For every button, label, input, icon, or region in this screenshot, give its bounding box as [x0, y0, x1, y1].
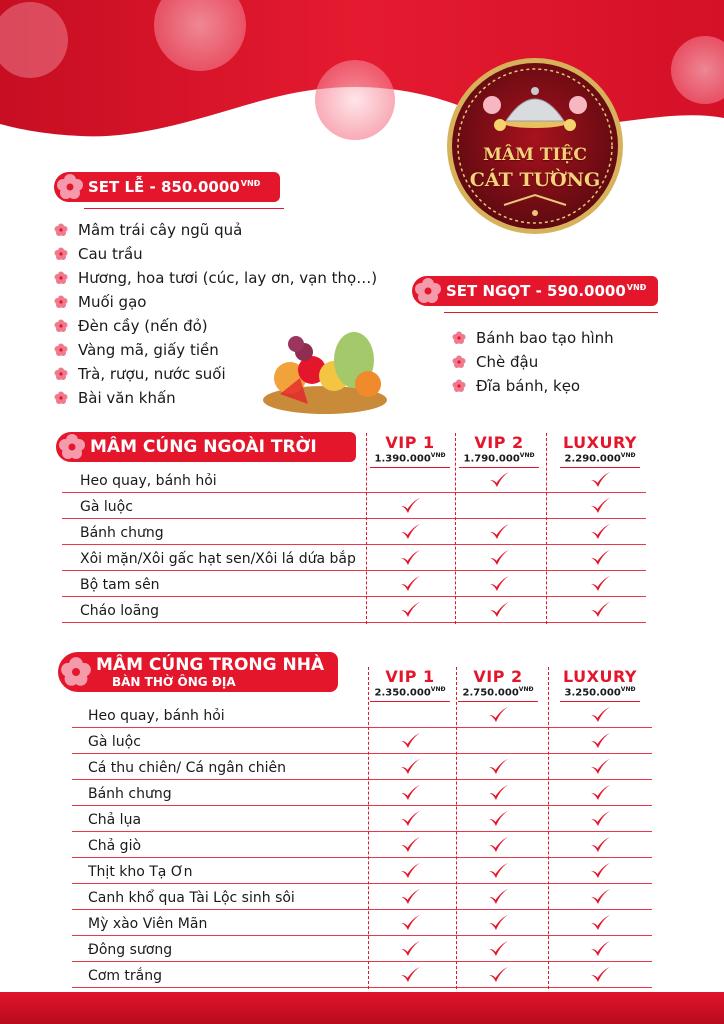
tier-underline — [458, 701, 538, 702]
flower-bullet-icon — [54, 367, 68, 381]
brand-logo — [444, 55, 626, 237]
flower-bullet-icon — [54, 295, 68, 309]
row-divider — [72, 857, 652, 858]
outdoor-title: MÂM CÚNG NGOÀI TRỜI — [90, 437, 317, 457]
table-row — [88, 781, 652, 807]
table-row — [88, 729, 652, 755]
tier-price: $2.750.000^{VNĐ}$ — [462, 686, 534, 699]
checkmark-icon — [487, 940, 509, 958]
checkmark-icon — [399, 601, 421, 619]
list-item — [452, 350, 614, 374]
table-row — [88, 937, 652, 963]
checkmark-icon — [487, 784, 509, 802]
set-le-title: SET LỄ - $850.0000^{VNĐ}$ — [88, 178, 261, 196]
checkmark-icon — [487, 836, 509, 854]
flower-bullet-icon — [54, 247, 68, 261]
checkmark-icon — [487, 888, 509, 906]
table-row — [80, 572, 646, 598]
flower-bullet-icon — [452, 331, 466, 345]
checkmark-icon — [589, 575, 611, 593]
indoor-subtitle: BÀN THỜ ÔNG ĐỊA — [112, 675, 236, 689]
checkmark-icon — [488, 471, 510, 489]
tier-price: $3.250.000^{VNĐ}$ — [564, 686, 636, 699]
tier-header — [555, 433, 645, 464]
table-row — [88, 703, 652, 729]
row-label: Bánh chưng — [88, 786, 172, 802]
set-ngot-divider — [444, 312, 658, 313]
tier-name: VIP 2 — [473, 667, 523, 686]
row-label: Cơm trắng — [88, 968, 163, 984]
checkmark-icon — [399, 523, 421, 541]
tier-name: LUXURY — [563, 433, 637, 452]
checkmark-icon — [399, 758, 421, 776]
tier-header — [365, 433, 455, 464]
tier-price: $1.790.000^{VNĐ}$ — [463, 452, 535, 465]
list-item-label: Hương, hoa tươi (cúc, lay ơn, vạn thọ…) — [78, 269, 378, 287]
row-divider — [72, 727, 652, 728]
row-label: Heo quay, bánh hỏi — [88, 708, 225, 724]
row-label: Thịt kho Tạ Ơn — [88, 864, 193, 880]
checkmark-icon — [488, 523, 510, 541]
checkmark-icon — [399, 888, 421, 906]
tier-header — [555, 667, 645, 698]
row-divider — [72, 935, 652, 936]
list-item-label: Bánh bao tạo hình — [476, 329, 614, 347]
row-divider — [62, 570, 646, 571]
checkmark-icon — [589, 784, 611, 802]
footer-band — [0, 992, 724, 1024]
fruit-basket-illustration — [250, 300, 400, 420]
list-item-label: Đĩa bánh, kẹo — [476, 377, 581, 395]
table-row — [80, 598, 646, 624]
set-le-header — [54, 172, 280, 202]
checkmark-icon — [589, 862, 611, 880]
row-label: Xôi mặn/Xôi gấc hạt sen/Xôi lá dứa bắp — [80, 551, 356, 567]
tier-header — [453, 667, 543, 698]
checkmark-icon — [589, 706, 611, 724]
checkmark-icon — [487, 706, 509, 724]
list-item-label: Chè đậu — [476, 353, 539, 371]
flower-icon — [56, 173, 84, 201]
checkmark-icon — [399, 575, 421, 593]
checkmark-icon — [589, 966, 611, 984]
checkmark-icon — [589, 888, 611, 906]
list-item — [54, 242, 377, 266]
list-item-label: Bài văn khấn — [78, 389, 176, 407]
table-row — [80, 494, 646, 520]
list-item — [452, 326, 614, 350]
flower-icon — [60, 656, 92, 688]
checkmark-icon — [399, 497, 421, 515]
tier-name: VIP 1 — [385, 667, 435, 686]
outdoor-header — [56, 432, 356, 462]
checkmark-icon — [487, 758, 509, 776]
list-item-label: Muối gạo — [78, 293, 147, 311]
checkmark-icon — [589, 523, 611, 541]
list-item-label: Trà, rượu, nước suối — [78, 365, 226, 383]
checkmark-icon — [399, 940, 421, 958]
fruit-basket-image — [250, 300, 400, 420]
flower-bullet-icon — [54, 319, 68, 333]
row-divider — [62, 622, 646, 623]
table-row — [88, 963, 652, 989]
row-label: Đông sương — [88, 942, 173, 958]
checkmark-icon — [399, 966, 421, 984]
checkmark-icon — [488, 575, 510, 593]
flower-bullet-icon — [54, 271, 68, 285]
checkmark-icon — [488, 549, 510, 567]
list-item — [452, 374, 614, 398]
flower-bullet-icon — [54, 223, 68, 237]
checkmark-icon — [589, 836, 611, 854]
flower-bullet-icon — [452, 355, 466, 369]
table-row — [80, 468, 646, 494]
tier-name: VIP 2 — [474, 433, 524, 452]
checkmark-icon — [589, 758, 611, 776]
row-label: Heo quay, bánh hỏi — [80, 473, 217, 489]
tier-price: $2.350.000^{VNĐ}$ — [374, 686, 446, 699]
set-ngot-header — [412, 276, 658, 306]
row-label: Bộ tam sên — [80, 577, 160, 593]
row-divider — [62, 518, 646, 519]
checkmark-icon — [589, 601, 611, 619]
flower-icon — [414, 277, 442, 305]
checkmark-icon — [487, 966, 509, 984]
row-divider — [62, 492, 646, 493]
set-ngot-title: SET NGỌT - $590.0000^{VNĐ}$ — [446, 282, 647, 300]
flower-icon — [58, 433, 86, 461]
checkmark-icon — [589, 497, 611, 515]
list-item-label: Vàng mã, giấy tiền — [78, 341, 219, 359]
flower-bullet-icon — [54, 343, 68, 357]
row-divider — [72, 753, 652, 754]
flower-bullet-icon — [452, 379, 466, 393]
checkmark-icon — [589, 471, 611, 489]
checkmark-icon — [399, 784, 421, 802]
checkmark-icon — [589, 940, 611, 958]
row-label: Canh khổ qua Tài Lộc sinh sôi — [88, 890, 295, 906]
checkmark-icon — [399, 914, 421, 932]
checkmark-icon — [399, 549, 421, 567]
checkmark-icon — [487, 810, 509, 828]
row-divider — [72, 831, 652, 832]
table-row — [88, 807, 652, 833]
tier-header — [365, 667, 455, 698]
tier-underline — [560, 701, 640, 702]
indoor-header — [58, 652, 338, 692]
row-divider — [62, 596, 646, 597]
tier-price: $2.290.000^{VNĐ}$ — [564, 452, 636, 465]
row-divider — [72, 779, 652, 780]
set-le-divider — [84, 208, 284, 209]
tier-name: VIP 1 — [385, 433, 435, 452]
tier-name: LUXURY — [563, 667, 637, 686]
checkmark-icon — [399, 810, 421, 828]
row-divider — [62, 544, 646, 545]
tier-underline — [370, 701, 450, 702]
list-item-label: Mâm trái cây ngũ quả — [78, 221, 243, 239]
checkmark-icon — [487, 914, 509, 932]
checkmark-icon — [589, 810, 611, 828]
row-label: Cá thu chiên/ Cá ngân chiên — [88, 760, 287, 776]
row-divider — [72, 987, 652, 988]
checkmark-icon — [589, 914, 611, 932]
row-label: Gà luộc — [88, 734, 141, 750]
checkmark-icon — [399, 732, 421, 750]
row-label: Chả giò — [88, 838, 142, 854]
table-row — [88, 911, 652, 937]
row-label: Mỳ xào Viên Mãn — [88, 916, 208, 932]
checkmark-icon — [589, 732, 611, 750]
checkmark-icon — [487, 862, 509, 880]
logo-title-line2: CÁT TƯỜNG — [469, 169, 601, 191]
checkmark-icon — [488, 601, 510, 619]
row-label: Cháo loãng — [80, 603, 160, 619]
set-ngot-list — [452, 326, 614, 398]
list-item — [54, 218, 377, 242]
list-item-label: Cau trầu — [78, 245, 143, 263]
checkmark-icon — [399, 862, 421, 880]
row-label: Chả lụa — [88, 812, 142, 828]
table-row — [88, 755, 652, 781]
row-divider — [72, 909, 652, 910]
list-item — [54, 266, 377, 290]
row-divider — [72, 961, 652, 962]
flower-bullet-icon — [54, 391, 68, 405]
logo-title-line1: MÂM TIỆC — [483, 145, 587, 165]
tier-header — [454, 433, 544, 464]
table-row — [88, 859, 652, 885]
table-row — [88, 885, 652, 911]
list-item-label: Đèn cầy (nến đỏ) — [78, 317, 208, 335]
table-row — [80, 520, 646, 546]
row-divider — [72, 883, 652, 884]
table-row — [80, 546, 646, 572]
indoor-title: MÂM CÚNG TRONG NHÀ — [96, 655, 325, 675]
tier-price: $1.390.000^{VNĐ}$ — [374, 452, 446, 465]
row-label: Bánh chưng — [80, 525, 164, 541]
checkmark-icon — [399, 836, 421, 854]
row-divider — [72, 805, 652, 806]
row-label: Gà luộc — [80, 499, 133, 515]
table-row — [88, 833, 652, 859]
checkmark-icon — [589, 549, 611, 567]
